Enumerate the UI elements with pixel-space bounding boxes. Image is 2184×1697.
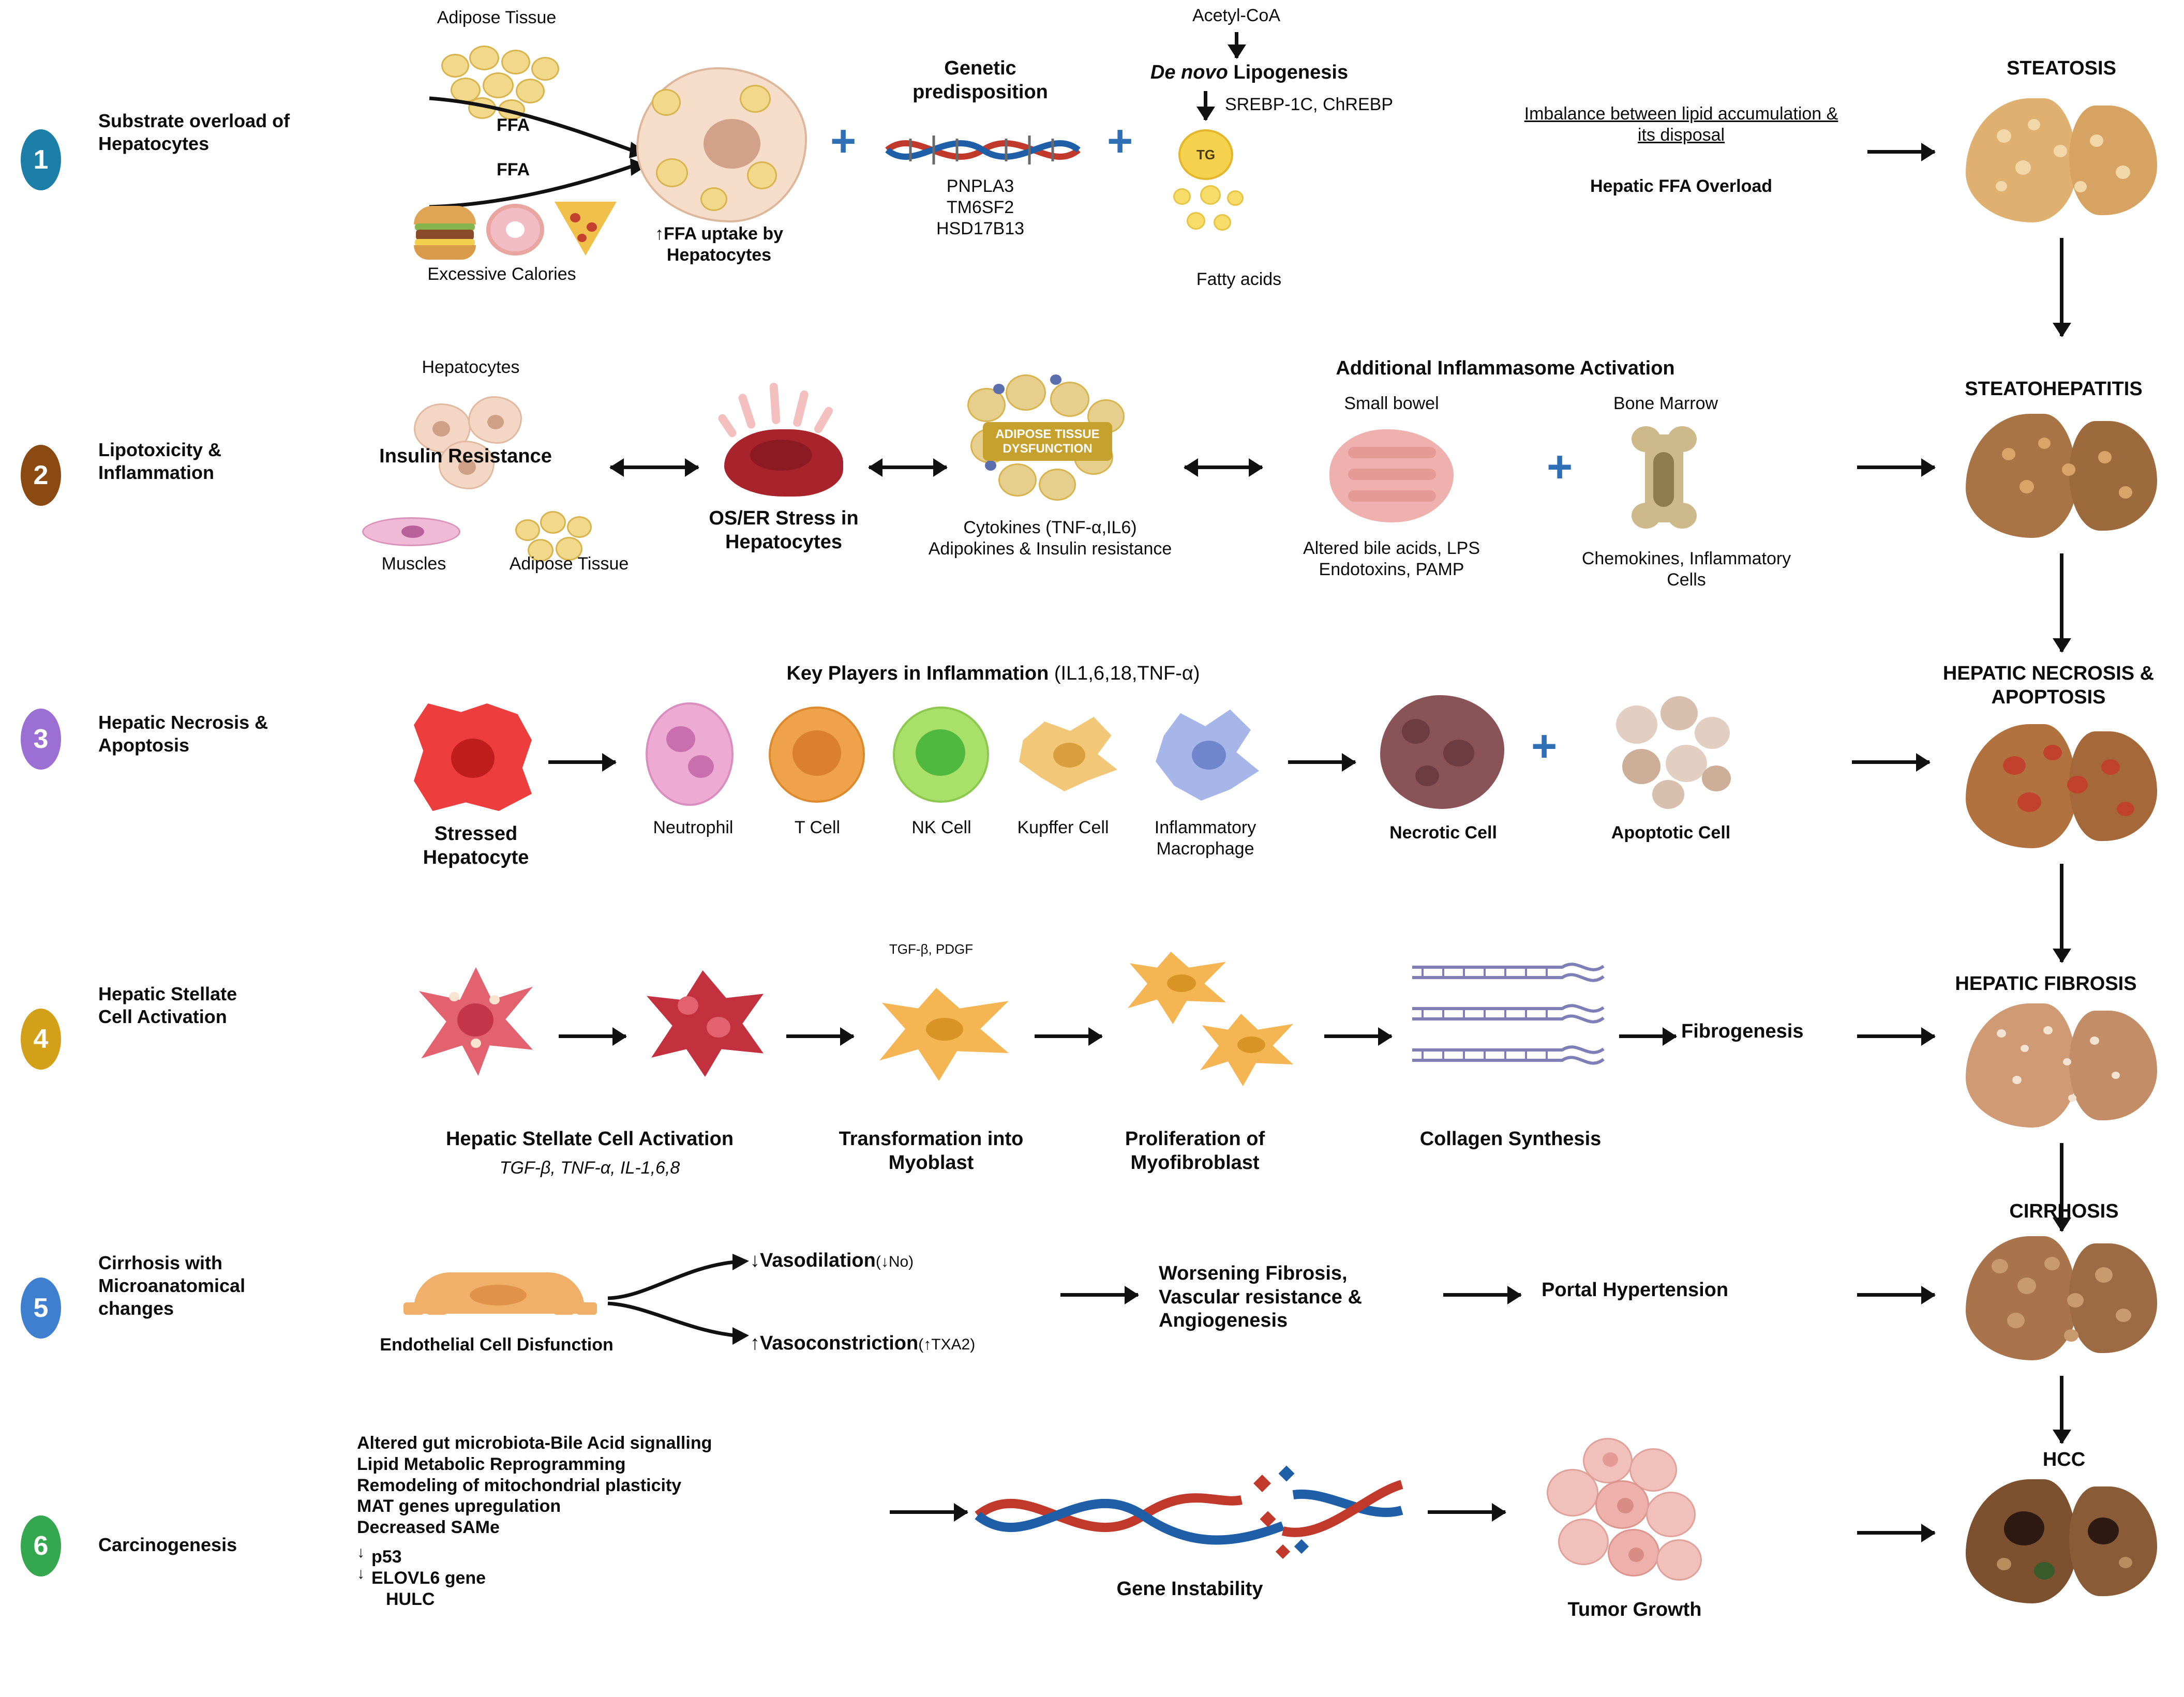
carcinogenesis-bullet-1: Lipid Metabolic Reprogramming [357, 1454, 626, 1474]
kupffer-text: Kupffer Cell [1017, 818, 1109, 837]
label-small-bowel: Small bowel [1344, 394, 1439, 413]
label-necrotic-cell: Necrotic Cell [1389, 823, 1497, 843]
carcinogenesis-downregulated [357, 1546, 667, 1610]
step-badge-2 [21, 445, 61, 506]
label-fatty-acids: Fatty acids [1196, 269, 1282, 289]
carcinogenesis-bullet-4: Decreased SAMe [357, 1518, 500, 1538]
macrophage-text: Inflammatory Macrophage [1154, 818, 1256, 859]
liver-steatohepatitis-icon [1966, 414, 2157, 538]
inflammatory-macrophage-icon [1143, 693, 1273, 817]
small-bowel-icon [1324, 424, 1459, 528]
label-stressed-hepatocyte: Stressed Hepatocyte [423, 823, 529, 868]
label-srebp: SREBP-1C, ChREBP [1225, 95, 1393, 114]
liver-cirrhosis-icon [1966, 1236, 2157, 1360]
label-fibrogenesis: Fibrogenesis [1681, 1020, 1804, 1042]
label-collagen: Collagen Synthesis [1419, 1128, 1602, 1150]
outcome-label-steatosis: STEATOSIS [2007, 57, 2116, 79]
label-endothelial-cell: Endothelial Cell Disfunction [380, 1335, 614, 1355]
down-item-1: ELOVL6 gene [371, 1568, 486, 1588]
label-transformation: Transformation into Myoblast [839, 1128, 1024, 1174]
label-ffa-bottom: FFA [497, 160, 530, 179]
label-muscles: Muscles [381, 554, 446, 574]
step-number-2: 2 [21, 445, 61, 506]
vasoconstriction-sub: (↑TXA2) [918, 1336, 976, 1353]
plus-row2: + [1547, 442, 1573, 492]
plus-row1-a: + [830, 116, 857, 166]
label-excessive-calories: Excessive Calories [427, 264, 576, 284]
gene-list [879, 176, 1081, 239]
muscle-icon [362, 512, 466, 553]
outcome-label-hepatic-fibrosis: HEPATIC FIBROSIS [1955, 973, 2137, 995]
liver-fibrosis-icon [1966, 1003, 2157, 1128]
step-badge-4 [21, 1009, 61, 1070]
label-inflammatory-macrophage [1128, 817, 1283, 860]
vasodilation-arrow: ↓ [750, 1250, 760, 1271]
kupffer-cell-icon [1009, 698, 1128, 812]
hepatic-stellate-cell-icon [403, 952, 548, 1097]
gene-item-1: TM6SF2 [946, 197, 1014, 217]
carcinogenesis-bullet-0: Altered gut microbiota-Bile Acid signalling [357, 1433, 712, 1453]
ffa-uptake-arrow: ↑ [654, 224, 664, 244]
down-item-1-row [357, 1565, 667, 1589]
down-item-0: p53 [371, 1547, 402, 1567]
label-adipose-tissue-row2: Adipose Tissue [509, 554, 629, 574]
fatty-acid-droplets-icon [1164, 185, 1257, 247]
label-bone-marrow: Bone Marrow [1613, 394, 1718, 413]
pizza-icon [555, 202, 617, 256]
label-portal-hypertension: Portal Hypertension [1542, 1279, 1729, 1301]
os-er-stress-icon [709, 383, 859, 502]
liver-necrosis-icon [1966, 724, 2157, 848]
label-neutrophil: Neutrophil [653, 818, 734, 837]
de-novo-italic: De novo [1150, 62, 1228, 83]
outcome-label-hepatic-necrosis: HEPATIC NECROSIS & APOPTOSIS [1942, 663, 2155, 708]
label-bile-acids: Altered bile acids, LPS Endotoxins, PAMP [1303, 538, 1480, 579]
gene-item-2: HSD17B13 [936, 218, 1025, 238]
label-insulin-resistance: Insulin Resistance [379, 445, 552, 467]
label-proliferation: Proliferation of Myofibroblast [1125, 1128, 1265, 1174]
liver-hcc-icon [1966, 1479, 2157, 1603]
label-t-cell: T Cell [794, 818, 841, 837]
gene-item-0: PNPLA3 [946, 176, 1014, 196]
dna-helix-icon-row1 [885, 124, 1081, 176]
label-cytokines: Cytokines (TNF-α,IL6) Adipokines & Insulin resistance [928, 518, 1172, 559]
label-key-players [683, 662, 1304, 686]
step-number-6: 6 [21, 1515, 61, 1576]
label-ffa-top: FFA [497, 115, 530, 135]
step-title-1: Substrate overload of Hepatocytes [98, 110, 290, 154]
necrotic-cell-icon [1371, 688, 1516, 817]
label-kupffer-cell [998, 817, 1128, 838]
step-number-5: 5 [21, 1278, 61, 1339]
key-players-bold: Key Players in Inflammation [786, 663, 1049, 684]
carcinogenesis-bullet-3: MAT genes upregulation [357, 1496, 561, 1516]
step-title-4: Hepatic Stellate Cell Activation [98, 983, 237, 1027]
key-players-rest: (IL1,6,18,TNF-α) [1049, 663, 1200, 684]
step-number-1: 1 [21, 129, 61, 190]
down-arrow-0: ↓ [357, 1544, 365, 1561]
label-vasoconstriction [750, 1332, 975, 1356]
neutrophil-icon [636, 698, 745, 812]
apoptotic-cell-icon [1598, 688, 1748, 817]
hepatocyte-icon-row1 [636, 67, 807, 222]
label-chemokines: Chemokines, Inflammatory Cells [1581, 549, 1791, 590]
collagen-fibril-icon [1407, 952, 1614, 1086]
down-item-2-row [357, 1589, 667, 1610]
step-title-2: Lipotoxicity & Inflammation [98, 439, 222, 483]
nk-cell-icon [890, 703, 993, 807]
step-title-3: Hepatic Necrosis & Apoptosis [98, 712, 268, 756]
burger-icon [414, 206, 476, 253]
label-genetic-predisposition: Genetic predisposition [913, 57, 1048, 103]
ffa-arrow-top [424, 93, 652, 166]
vasodilation-sub: (↓No) [875, 1253, 914, 1270]
down-item-2: HULC [386, 1589, 435, 1609]
carcinogenesis-bullet-2: Remodeling of mitochondrial plasticity [357, 1475, 682, 1495]
label-vasodilation [750, 1249, 914, 1273]
adipose-dysfunction-cluster-icon [962, 372, 1133, 507]
stressed-hepatocyte-icon [409, 698, 538, 817]
step-title-5: Cirrhosis with Microanatomical changes [98, 1252, 246, 1319]
label-os-er-stress: OS/ER Stress in Hepatocytes [709, 507, 859, 553]
down-item-0-row [357, 1546, 667, 1568]
vasodilation-text: Vasodilation [760, 1250, 876, 1271]
step-number-3: 3 [21, 709, 61, 770]
tumor-growth-icon [1526, 1438, 1733, 1603]
hepatocyte-cluster-icon-row2 [409, 393, 538, 486]
de-novo-rest: Lipogenesis [1228, 62, 1349, 83]
plus-row1-b: + [1107, 116, 1133, 166]
label-apoptotic-cell: Apoptotic Cell [1611, 823, 1731, 843]
myofibroblast-proliferation-icon [1123, 952, 1298, 1102]
tg-droplet-icon: TG [1178, 129, 1233, 180]
arrow-endothelial-split [605, 1236, 750, 1350]
plus-row3: + [1531, 722, 1558, 771]
outcome-label-steatohepatitis: STEATOHEPATITIS [1965, 378, 2143, 400]
step-badge-6 [21, 1515, 61, 1576]
label-additional-inflammasome: Additional Inflammasome Activation [1336, 357, 1675, 379]
label-hepatocytes-row2: Hepatocytes [422, 357, 520, 377]
outcome-label-cirrhosis: CIRRHOSIS [2009, 1200, 2119, 1222]
adipose-dysfunction-label: ADIPOSE TISSUE DYSFUNCTION [983, 422, 1112, 461]
label-ffa-uptake [610, 223, 828, 266]
endothelial-cell-icon [403, 1262, 600, 1329]
vasoconstriction-arrow: ↑ [750, 1332, 760, 1354]
step-badge-5 [21, 1278, 61, 1339]
label-nk-cell: NK Cell [911, 818, 971, 837]
label-tumor-growth: Tumor Growth [1567, 1599, 1702, 1620]
down-arrow-1: ↓ [357, 1565, 365, 1582]
outcome-label-hcc: HCC [2042, 1449, 2086, 1470]
label-gene-instability: Gene Instability [1116, 1578, 1263, 1600]
t-cell-icon [766, 703, 869, 807]
label-tgf-pdgf: TGF-β, PDGF [889, 941, 974, 957]
label-hsc-activation: Hepatic Stellate Cell Activation [445, 1128, 734, 1150]
label-worsening-fibrosis: Worsening Fibrosis, Vascular resistance & Angiogenesis [1159, 1263, 1362, 1332]
step-badge-1 [21, 129, 61, 190]
ffa-uptake-text: FFA uptake by Hepatocytes [663, 224, 784, 265]
liver-steatosis-icon [1966, 98, 2157, 222]
donut-icon [486, 204, 544, 256]
label-hepatic-ffa-overload: Hepatic FFA Overload [1590, 176, 1773, 196]
excessive-calories-icons [414, 197, 621, 259]
vasoconstriction-text: Vasoconstriction [760, 1332, 919, 1354]
step-number-4: 4 [21, 1009, 61, 1070]
step-title-6: Carcinogenesis [98, 1534, 237, 1555]
label-imbalance: Imbalance between lipid accumulation & its disposal [1524, 104, 1838, 145]
activated-stellate-cell-icon [631, 952, 776, 1097]
label-hsc-cytokines: TGF-β, TNF-α, IL-1,6,8 [499, 1158, 680, 1178]
label-acetyl-coa: Acetyl-CoA [1192, 6, 1281, 25]
step-badge-3 [21, 709, 61, 770]
label-adipose-tissue-row1: Adipose Tissue [437, 8, 557, 27]
myoblast-icon [869, 972, 1019, 1097]
carcinogenesis-bullets [357, 1433, 885, 1538]
bone-marrow-icon [1619, 424, 1712, 533]
gene-instability-dna-icon [973, 1464, 1407, 1567]
label-de-novo-lipogenesis [1138, 61, 1360, 85]
